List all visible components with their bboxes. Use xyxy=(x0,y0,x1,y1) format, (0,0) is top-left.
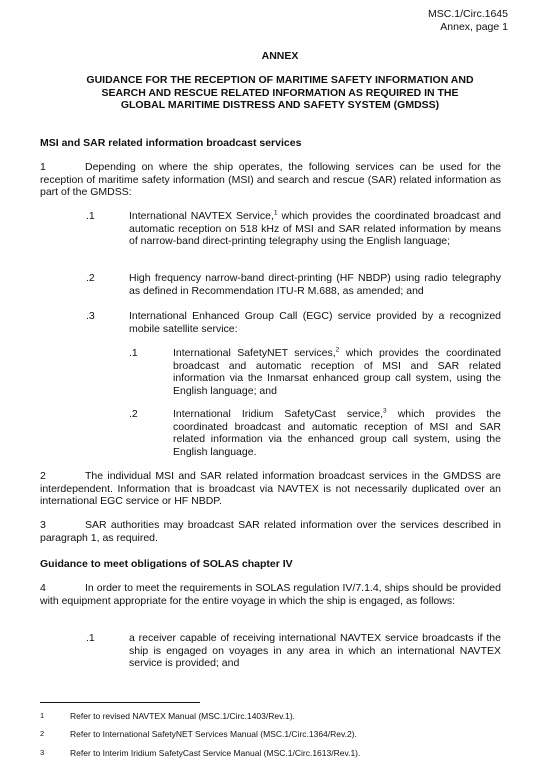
footnote-separator xyxy=(40,702,200,703)
paragraph-number: 3 xyxy=(40,519,46,531)
list-item-egc: International Enhanced Group Call (EGC) service provided by a recognized mobile satellite service: xyxy=(129,310,501,335)
sub-item-safetycast xyxy=(173,408,501,458)
paragraph-number: 1 xyxy=(40,161,46,173)
footnote-1: Refer to revised NAVTEX Manual (MSC.1/Circ.1403/Rev.1). xyxy=(70,711,296,721)
paragraph-3 xyxy=(40,519,501,544)
sub-item-number: .1 xyxy=(129,347,138,359)
title-line: SEARCH AND RESCUE RELATED INFORMATION AS REQUIRED IN THE xyxy=(101,86,459,99)
item-text: which provides the coordinated broadcast and automatic reception of MSI and SAR related information via the Inmarsat enhanced group call system, using the English language; and xyxy=(173,347,501,397)
list-item-hf-nbdp: High frequency narrow-band direct-printing (HF NBDP) using radio telegraphy as defined in Recommendation ITU-R M.688, as amended; and xyxy=(129,272,501,297)
footnote-ref-1: 1 xyxy=(273,209,278,217)
footnote-number: 1 xyxy=(40,711,45,720)
footnote-ref-2: 2 xyxy=(335,346,340,354)
item-lead: International NAVTEX Service, xyxy=(129,210,274,222)
annex-label: ANNEX xyxy=(261,50,299,62)
footnote-number: 3 xyxy=(40,748,45,757)
item-lead: International SafetyNET services, xyxy=(173,347,336,359)
section-heading-msi-sar: MSI and SAR related information broadcast services xyxy=(40,137,302,149)
item-lead: International Iridium SafetyCast service, xyxy=(173,408,384,420)
page-reference: Annex, page 1 xyxy=(440,21,508,33)
paragraph-4 xyxy=(40,582,501,607)
list-item-number: .2 xyxy=(86,272,95,284)
footnote-3: Refer to Interim Iridium SafetyCast Service Manual (MSC.1/Circ.1613/Rev.1). xyxy=(70,748,361,758)
paragraph-text: The individual MSI and SAR related information broadcast services in the GMDSS are interdependent. Information that is broadcast via NAVTEX is not necessarily duplicated over an international EGC service or HF NBDP. xyxy=(40,470,501,507)
paragraph-1 xyxy=(40,161,501,199)
section-heading-solas: Guidance to meet obligations of SOLAS chapter IV xyxy=(40,558,293,570)
document-title xyxy=(40,74,520,112)
footnote-2: Refer to International SafetyNET Services Manual (MSC.1/Circ.1364/Rev.2). xyxy=(70,729,357,739)
document-reference: MSC.1/Circ.1645 xyxy=(428,8,508,20)
list-item-number: .1 xyxy=(86,210,95,222)
title-line: GLOBAL MARITIME DISTRESS AND SAFETY SYSTEM (GMDSS) xyxy=(120,99,440,111)
sub-item-safetynet xyxy=(173,347,501,397)
sub-item-number: .2 xyxy=(129,408,138,420)
footnote-ref-3: 3 xyxy=(383,407,387,415)
item-text: which provides the coordinated broadcast and automatic reception of MSI and SAR related information via the enhanced group call system, using the English language. xyxy=(173,408,501,458)
item-text: which provides the coordinated broadcast and automatic reception on 518 kHz of MSI and SAR related information by means of narrow-band direct-printing telegraphy using the English language; xyxy=(129,210,501,247)
footnote-number: 2 xyxy=(40,729,45,738)
paragraph-number: 2 xyxy=(40,470,46,482)
paragraph-number: 4 xyxy=(40,582,46,594)
paragraph-text: In order to meet the requirements in SOLAS regulation IV/7.1.4, ships should be provided with equipment appropriate for the entire voyage in which the ship is engaged, as follows: xyxy=(40,582,501,607)
list-item-navtex-receiver: a receiver capable of receiving international NAVTEX service broadcasts if the ship is engaged on voyages in any area in which an international NAVTEX service is provided; and xyxy=(129,632,501,669)
paragraph-2 xyxy=(40,470,501,508)
list-item-number: .3 xyxy=(86,310,95,322)
paragraph-text: Depending on where the ship operates, the following services can be used for the reception of maritime safety information (MSI) and search and rescue (SAR) related information as part of the GMDSS: xyxy=(40,161,501,198)
paragraph-text: SAR authorities may broadcast SAR related information over the services described in paragraph 1, as required. xyxy=(40,519,501,544)
list-item-number: .1 xyxy=(86,632,95,644)
list-item-navtex xyxy=(129,210,501,248)
title-line: GUIDANCE FOR THE RECEPTION OF MARITIME SAFETY INFORMATION AND xyxy=(86,74,474,86)
